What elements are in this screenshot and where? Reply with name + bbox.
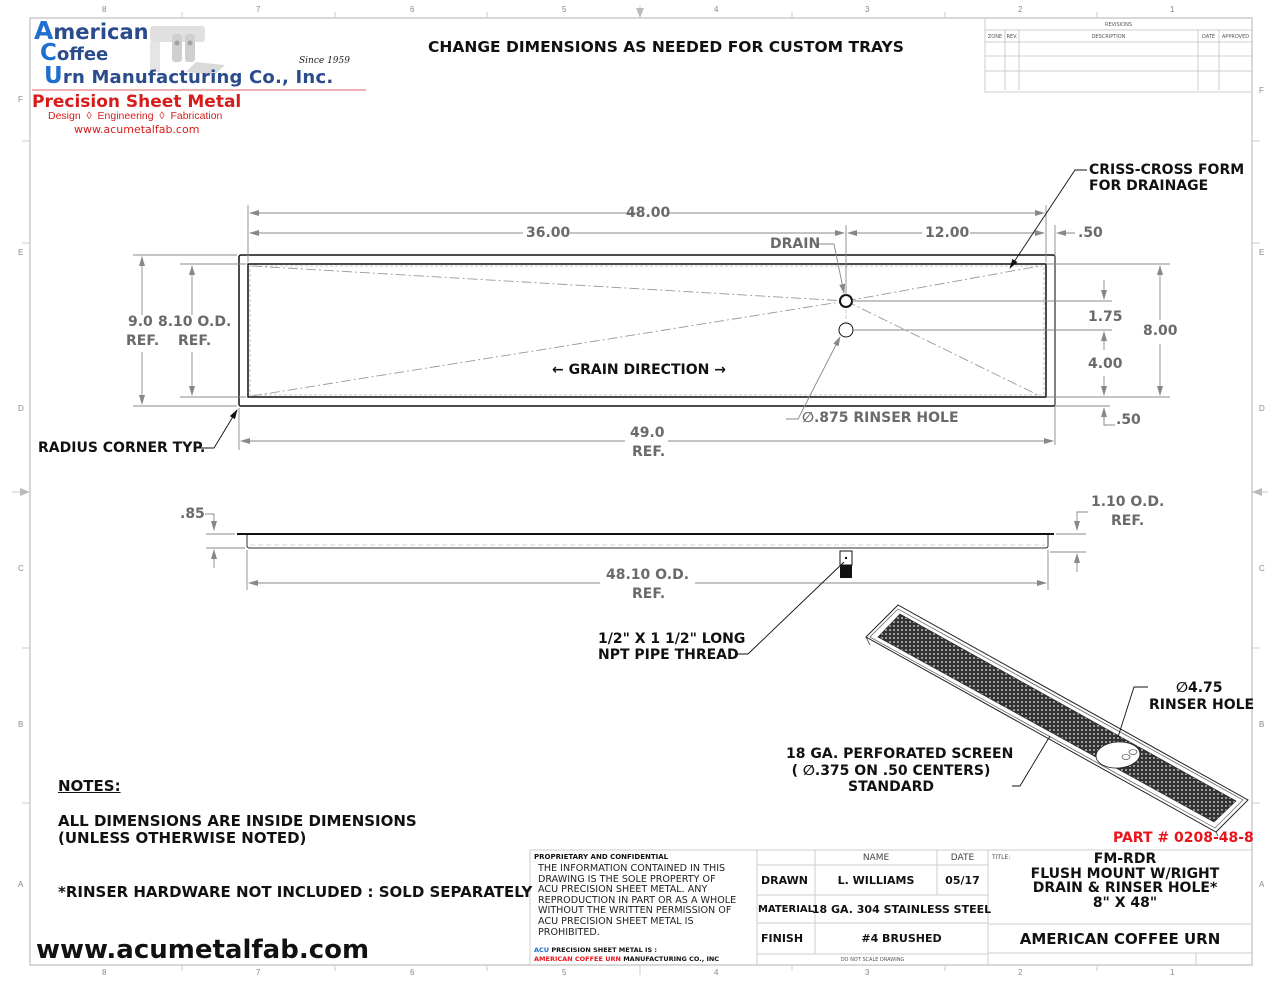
notes-heading: NOTES:	[58, 777, 121, 795]
zone-row-f-right: F	[1259, 86, 1264, 95]
label-rinser-hole: ∅.875 RINSER HOLE	[802, 410, 959, 426]
zone-col-4: 4	[714, 5, 719, 14]
label-drain: DRAIN	[770, 236, 821, 252]
acu-rest: PRECISION SHEET METAL IS :	[549, 946, 658, 954]
zone-row-b-right: B	[1259, 720, 1265, 729]
dim-outer-height: 9.0	[128, 314, 153, 330]
zone-row-d-right: D	[1259, 404, 1265, 413]
zone-col-4-bottom: 4	[714, 968, 719, 977]
logo-word-american: merican	[53, 20, 149, 44]
page-title: CHANGE DIMENSIONS AS NEEDED FOR CUSTOM TRAYS	[428, 38, 904, 56]
label-iso-rinser-diameter: ∅4.75	[1176, 680, 1223, 696]
zone-row-c-right: C	[1259, 564, 1265, 573]
revisions-col-date: DATE	[1201, 34, 1215, 40]
proprietary-line: REPRODUCTION IN PART OR AS A WHOLE	[538, 894, 737, 906]
zone-col-8: 8	[102, 5, 107, 14]
proprietary-line: DRAWING IS THE SOLE PROPERTY OF	[538, 873, 716, 885]
zone-row-b: B	[18, 720, 24, 729]
zone-row-d: D	[18, 404, 24, 413]
logo-since: Since 1959	[299, 56, 350, 66]
acu-urn: URN	[605, 955, 624, 963]
proprietary-line: ACU PRECISION SHEET METAL. ANY	[538, 884, 708, 896]
label-screen-1: 18 GA. PERFORATED SCREEN	[786, 746, 1014, 762]
proprietary-heading: PROPRIETARY AND CONFIDENTIAL	[534, 853, 669, 861]
drawing-title	[1000, 852, 1250, 910]
title-line-desc-1: FLUSH MOUNT W/RIGHT	[1030, 865, 1220, 882]
zone-row-e-right: E	[1259, 248, 1265, 257]
title-line-model: FM-RDR	[1093, 851, 1157, 867]
drawn-name: L. WILLIAMS	[837, 873, 915, 887]
dim-overall-height: 1.10 O.D.	[1091, 494, 1165, 510]
zone-col-7: 7	[256, 5, 261, 14]
dim-outer-length: 49.0	[630, 425, 665, 441]
zone-row-f: F	[18, 95, 23, 104]
dim-outer-length-ref: REF.	[632, 444, 666, 460]
label-grain-direction: ← GRAIN DIRECTION →	[552, 362, 726, 378]
finish-value: #4 BRUSHED	[861, 932, 942, 945]
dim-overall-length: 48.00	[626, 205, 671, 221]
zone-col-5: 5	[562, 5, 567, 14]
acu-coffee: COFFEE	[574, 955, 606, 963]
logo-division: Precision Sheet Metal	[32, 92, 242, 112]
dim-flange-bottom: .50	[1116, 412, 1141, 428]
drawn-date: 05/17	[945, 873, 980, 887]
revisions-col-rev: REV.	[1006, 34, 1018, 40]
zone-row-c: C	[18, 564, 24, 573]
zone-col-7-bottom: 7	[256, 968, 261, 977]
material-label: MATERIAL	[757, 903, 815, 915]
revisions-col-zone: ZONE	[987, 34, 1003, 40]
proprietary-line: PROHIBITED.	[538, 926, 600, 938]
acu-full-name	[534, 955, 719, 963]
dim-drain-from-right: 12.00	[925, 225, 970, 241]
name-header: NAME	[862, 853, 890, 863]
zone-col-8-bottom: 8	[102, 968, 107, 977]
logo-initial-c: C	[40, 40, 57, 66]
proprietary-line: ACU PRECISION SHEET METAL IS	[538, 915, 694, 927]
logo-initial-u: U	[44, 63, 63, 89]
zone-col-2: 2	[1018, 5, 1023, 14]
proprietary-text	[538, 864, 736, 938]
logo-website-link[interactable]: www.acumetalfab.com	[74, 123, 200, 136]
dim-inner-height: 8.10 O.D.	[158, 314, 232, 330]
dim-overall-height-ref: REF.	[1111, 513, 1145, 529]
dim-drain-to-rinser: 1.75	[1088, 309, 1123, 325]
revisions-col-description: DESCRIPTION	[1091, 34, 1126, 40]
zone-col-1: 1	[1170, 5, 1175, 14]
revisions-title: REVISIONS	[1104, 22, 1133, 28]
date-header: DATE	[950, 853, 975, 863]
note-inside-dimensions: ALL DIMENSIONS ARE INSIDE DIMENSIONS	[58, 812, 417, 830]
logo-services: Design ◊ Engineering ◊ Fabrication	[48, 110, 223, 122]
company-name: AMERICAN COFFEE URN	[1019, 929, 1221, 948]
dim-outer-height-ref: REF.	[126, 333, 160, 349]
dim-side-length: 48.10 O.D.	[606, 567, 690, 583]
drawn-label: DRAWN	[761, 873, 808, 887]
label-pipe-thread-1: 1/2" X 1 1/2" LONG	[598, 631, 746, 647]
label-radius-corner: RADIUS CORNER TYP.	[38, 440, 206, 456]
acu-prefix: ACU	[534, 946, 550, 954]
dim-depth: .85	[180, 506, 205, 522]
do-not-scale: DO NOT SCALE DRAWING	[840, 956, 905, 963]
title-line-size: 8" X 48"	[1092, 894, 1158, 911]
dim-drain-from-left: 36.00	[526, 225, 571, 241]
label-criss-cross-2: FOR DRAINAGE	[1089, 178, 1209, 194]
part-number: PART # 0208-48-8	[1113, 830, 1254, 846]
zone-col-3: 3	[865, 5, 870, 14]
dim-flange-right: .50	[1078, 225, 1103, 241]
finish-label: FINISH	[761, 932, 804, 945]
zone-row-a-right: A	[1259, 880, 1265, 889]
dim-inside-width: 8.00	[1143, 323, 1178, 339]
logo-initial-a: A	[34, 16, 54, 45]
zone-col-2-bottom: 2	[1018, 968, 1023, 977]
note-unless-noted: (UNLESS OTHERWISE NOTED)	[58, 829, 307, 847]
logo-word-urn-mfg: rn Manufacturing Co., Inc.	[62, 67, 334, 88]
zone-row-a: A	[18, 880, 24, 889]
zone-col-3-bottom: 3	[865, 968, 870, 977]
dim-rinser-to-edge: 4.00	[1088, 356, 1123, 372]
label-screen-2: ( ∅.375 ON .50 CENTERS)	[791, 763, 991, 779]
zone-row-e: E	[18, 248, 24, 257]
dim-inner-height-ref: REF.	[178, 333, 212, 349]
proprietary-line: WITHOUT THE WRITTEN PERMISSION OF	[538, 905, 732, 917]
label-screen-3: STANDARD	[848, 779, 934, 795]
acu-is-line	[534, 946, 657, 954]
zone-col-6-bottom: 6	[410, 968, 415, 977]
acu-manufacturing: MANUFACTURING CO., INC	[623, 955, 720, 963]
label-iso-rinser-hole: RINSER HOLE	[1149, 697, 1255, 713]
zone-col-5-bottom: 5	[562, 968, 567, 977]
label-criss-cross-1: CRISS-CROSS FORM	[1089, 162, 1245, 178]
dim-side-length-ref: REF.	[632, 586, 666, 602]
title-line-desc-2: DRAIN & RINSER HOLE*	[1032, 880, 1218, 896]
title-label: TITLE:	[992, 854, 1011, 861]
logo-word-coffee: offee	[56, 44, 109, 65]
footer-website-link[interactable]: www.acumetalfab.com	[36, 935, 370, 965]
proprietary-line: THE INFORMATION CONTAINED IN THIS	[538, 863, 726, 874]
note-rinser-hardware: *RINSER HARDWARE NOT INCLUDED : SOLD SEPARATELY	[58, 883, 533, 901]
acu-american: AMERICAN	[534, 955, 575, 963]
zone-col-1-bottom: 1	[1170, 968, 1175, 977]
zone-col-6: 6	[410, 5, 415, 14]
label-pipe-thread-2: NPT PIPE THREAD	[598, 647, 739, 663]
revisions-col-approved: APPROVED	[1221, 34, 1250, 40]
material-value: 18 GA. 304 STAINLESS STEEL	[811, 902, 992, 916]
